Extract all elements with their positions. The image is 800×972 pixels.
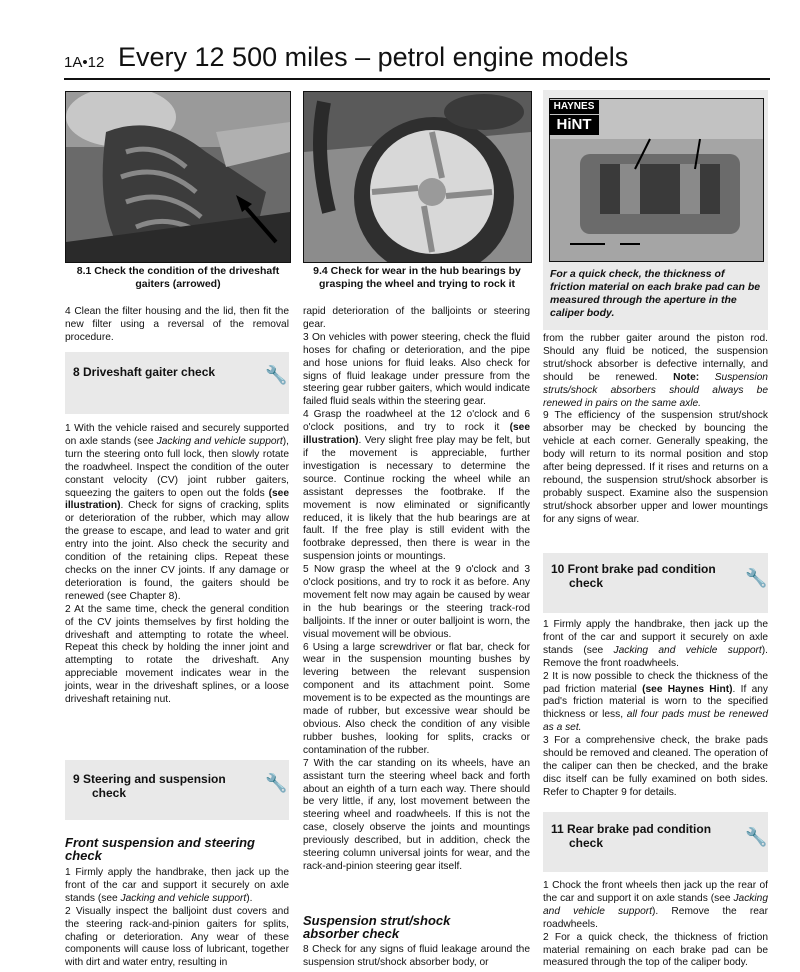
paragraph-c0: rapid deterioration of the balljoints or steering gear. <box>303 306 530 330</box>
paragraph-11-2: 2 For a quick check, the thickness of friction material remaining on each brake pad can be measured through the top of the caliper body. <box>543 931 768 969</box>
driveshaft-gaiter-photo <box>65 91 291 263</box>
page-header <box>64 42 764 76</box>
paragraph-10-3: 3 For a comprehensive check, the brake pads should be removed and cleaned. The operation of the caliper can then be checked, and the brake disc itself can be fully examined on both sides. Refer to Chapter 9 for details. <box>543 735 768 798</box>
text: . If any pad's friction material is worn to the specified thickness or less, <box>543 683 768 721</box>
text: 1 With the vehicle raised and securely supported on axle stands (see <box>65 423 289 447</box>
text-italic: Jacking and vehicle support <box>156 435 283 447</box>
spanner-icon: 🔧 <box>745 568 768 588</box>
section-11-title-line2: check <box>569 836 604 850</box>
text: . Check for signs of cracking, splits or deterioration of the rubber, which may allow the grease to escape, and lead to water and grit entry into the joint. Also check the security and condition of the retaining clips. Repeat these checks on the inner CV joints. If any damage or deterioration is found, the gaiters should be renewed (see Chapter 8). <box>65 500 289 602</box>
spanner-icon: 🔧 <box>265 365 288 385</box>
text: from the rubber gaiter around the piston rod. Should any fluid be noticed, the suspension strut/shock absorber is defective internally, and should be renewed. <box>543 333 768 383</box>
spanner-icon: 🔧 <box>265 773 288 793</box>
section-9-box <box>65 760 289 820</box>
column-2 <box>303 306 530 874</box>
column-1-intro <box>65 306 289 345</box>
text: ). Remove the rear roadwheels. <box>543 905 768 930</box>
section-8-title: 8 Driveshaft gaiter check <box>73 365 216 379</box>
text-italic: Suspension struts/shock absorbers should always be renewed in pairs on the same axle. <box>543 371 768 409</box>
paragraph-c5: 5 Now grasp the wheel at the 9 o'clock and 3 o'clock positions, and try to rock it as before. Any movement felt now may again be caused by wear in the hub bearings or the steering track-rod balljoints. If the inner or outer balljoint is worn, the visual movement will be obvious. <box>303 564 530 640</box>
haynes-badge-bottom: HiNT <box>549 115 599 135</box>
section-11-title-line1: 11 Rear brake pad condition <box>551 822 712 836</box>
column-1-section-9 <box>65 867 289 970</box>
paragraph-9-1 <box>65 867 289 906</box>
header-rule <box>64 78 770 80</box>
text-bold: (see Haynes Hint) <box>642 683 733 695</box>
text-bold: (see illustration) <box>303 422 530 447</box>
paragraph-d9: 9 The efficiency of the suspension strut/shock absorber may be checked by bouncing the vehicle at each corner. Generally speaking, the body will return to its normal position and stop after being depressed. If it rises and returns on a rebound, the suspension strut/shock absorber is probably suspect. Examine also the suspension strut/shock absorber upper and lower mountings for any signs of wear. <box>543 410 768 525</box>
haynes-badge-top: HAYNES <box>549 100 599 114</box>
paragraph-c8: 8 Check for any signs of fluid leakage around the suspension strut/shock absorber body, or <box>303 944 530 968</box>
text: ). Remove the front roadwheels. <box>543 644 768 669</box>
column-3 <box>543 333 768 527</box>
section-9-title-line2: check <box>92 786 127 800</box>
text: . Very slight free play may be felt, but if the movement is appreciable, further investigation is necessary to determine the source. Continue rocking the wheel while an assistant depresses the footbrake. If the movement is now eliminated or significantly reduced, it is likely that the hub bearings are at fault. If the free play is still evident with the footbrake depressed, then there is wear in the suspension joints or mountings. <box>303 435 530 563</box>
text-italic: Jacking and vehicle support <box>120 892 247 904</box>
text: 1 Firmly apply the handbrake, then jack up the front of the car and support it securely on axle stands (see <box>543 619 768 656</box>
text: 4 Grasp the roadwheel at the 12 o'clock and 6 o'clock positions, and try to rock it <box>303 409 530 434</box>
strut-subheading: Suspension strut/shock absorber check <box>303 913 451 941</box>
paragraph-10-1 <box>543 619 768 671</box>
section-8-box <box>65 352 289 414</box>
text-bold: Note: <box>673 371 715 383</box>
column-2-strut <box>303 944 530 970</box>
section-9-title-line1: 9 Steering and suspension <box>73 772 226 786</box>
haynes-hint-panel <box>543 90 768 330</box>
paragraph-4: 4 Clean the filter housing and the lid, then fit the new filter using a reversal of the removal procedure. <box>65 306 289 343</box>
column-1-section-8 <box>65 423 289 707</box>
spanner-icon: 🔧 <box>745 827 768 847</box>
text: ). <box>246 892 253 904</box>
paragraph-11-1 <box>543 880 768 932</box>
page-number: 1A•12 <box>64 54 105 71</box>
paragraph-10-2 <box>543 671 768 736</box>
paragraph-8-2: 2 At the same time, check the general condition of the CV joints themselves by first holding the driveshaft and attempting to rotate the wheel. Repeat this check by holding the inner joint and attempting to rotate the driveshaft. Any appreciable movement indicates wear in the joints, wear in the driveshaft splines, or a loose driveshaft retaining nut. <box>65 603 289 706</box>
text: 2 It is now possible to check the thickness of the pad friction material <box>543 670 768 695</box>
paragraph-d0 <box>543 333 768 410</box>
text-italic: Jacking and vehicle support <box>543 892 768 917</box>
figure-caption-8-1: 8.1 Check the condition of the driveshaft gaiters (arrowed) <box>76 265 280 290</box>
figure-caption-9-4: 9.4 Check for wear in the hub bearings by grasping the wheel and trying to rock it <box>313 265 521 290</box>
text: ), turn the steering onto full lock, then slowly rotate the roadwheel. Inspect the condition of the outer constant velocity (CV) joint rubber gaiters, squeezing the gaiters to open out the folds <box>65 435 289 499</box>
paragraph-8-1 <box>65 423 289 604</box>
paragraph-9-2: 2 Visually inspect the balljoint dust covers and the steering rack-and-pinion gaiters for splits, chafing or deterioration. Any wear of these components will cause loss of lubricant, together with dirt and water entry, resulting in <box>65 905 289 969</box>
text-italic: all four pads must be renewed as a set. <box>543 709 768 734</box>
section-11-box <box>543 812 768 872</box>
section-10-box <box>543 553 768 613</box>
text-bold: (see illustration) <box>65 487 289 512</box>
page-title: Every 12 500 miles – petrol engine models <box>118 42 629 72</box>
gaiter-illustration <box>66 92 290 262</box>
front-suspension-subheading: Front suspension and steering check <box>65 835 255 863</box>
wheel-illustration <box>304 92 531 262</box>
wheel-rock-photo <box>303 91 532 263</box>
text: 1 Firmly apply the handbrake, then jack up the front of the car and support it securely on axle stands (see <box>65 867 289 904</box>
column-3-section-11 <box>543 880 768 970</box>
text: 1 Chock the front wheels then jack up the rear of the car and support it on axle stands (see <box>543 880 768 904</box>
column-3-section-10 <box>543 619 768 800</box>
haynes-hint-caption: For a quick check, the thickness of friction material on each brake pad can be measured through the aperture in the caliper body. <box>550 268 761 319</box>
section-10-title-line1: 10 Front brake pad condition <box>551 562 716 576</box>
paragraph-c3: 3 On vehicles with power steering, check the fluid hoses for chafing or deterioration, and the pipe and hose unions for fluid leaks. Also check for signs of fluid leakage under pressure from the steering gear rubber gaiters, which would indicate failed fluid seals within the steering gear. <box>303 331 530 408</box>
section-10-title-line2: check <box>569 576 604 590</box>
paragraph-c6: 6 Using a large screwdriver or flat bar, check for wear in the suspension mounting bushes by levering between the relevant suspension component and its attachment point. Some movement is to be expected as the mountings are made of rubber, but excessive wear should be obvious. Also check the condition of any visible rubber bushes, looking for splits, cracks or contamination of the rubber. <box>303 641 530 756</box>
text-italic: Jacking and vehicle support <box>613 644 762 656</box>
paragraph-c7: 7 With the car standing on its wheels, have an assistant turn the steering wheel back and forth about an eighth of a turn each way. There should be very little, if any, lost movement between the steering wheel and roadwheels. If this is not the case, closely observe the joints and mountings previously described, but in addition, check the steering column universal joints for wear, and the rack-and-pinion steering gear itself. <box>303 757 530 872</box>
paragraph-c4 <box>303 409 530 564</box>
